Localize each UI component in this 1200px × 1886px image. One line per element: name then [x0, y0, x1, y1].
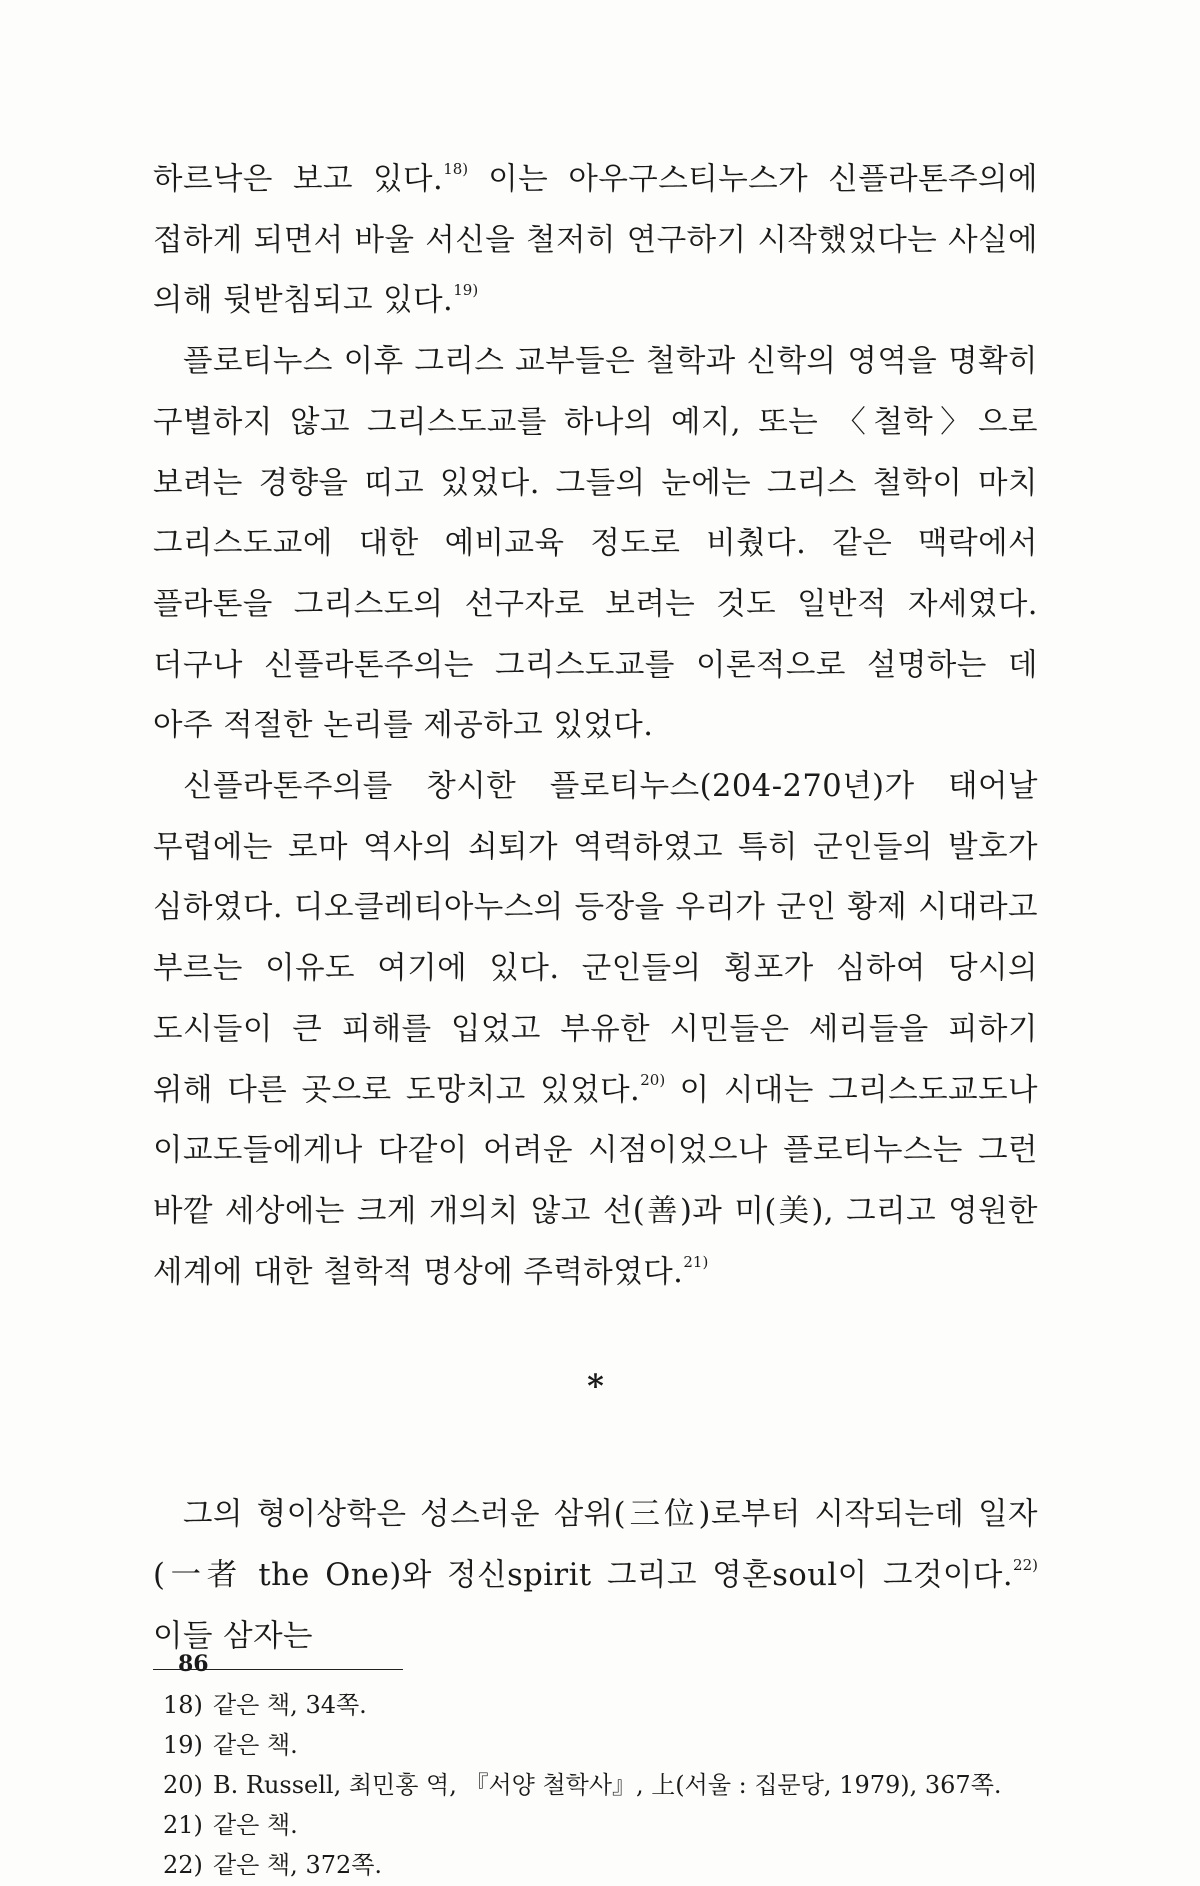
footnote-text: 같은 책. [213, 1811, 298, 1840]
footnote-ref: 21) [683, 1252, 709, 1271]
footnote-number: 20) [163, 1771, 203, 1800]
footnote-ref: 22) [1013, 1556, 1038, 1575]
page-number: 86 [178, 1651, 209, 1677]
footnote-item [153, 1766, 1038, 1804]
footnote-number: 21) [163, 1811, 203, 1840]
paragraph [153, 150, 1038, 332]
body-text [153, 150, 1038, 1303]
footnotes [153, 1686, 1038, 1884]
text-run: 플로티누스 이후 그리스 교부들은 철학과 신학의 영역을 명확히 구별하지 않고 그리스도교를 하나의 예지, 또는 〈철학〉으로 보려는 경향을 띠고 있었다. 그들의 눈에는 그리스 철학이 마치 그리스도교에 대한 예비교육 정도로 비췄다. 같은 맥락에서 플라톤을 그리스도의 선구자로 보려는 것도 일반적 자세였다. 더구나 신플라톤주의는 그리스도교를 이론적으로 설명하는 데 아주 적절한 논리를 제공하고 있었다. [153, 344, 1038, 744]
paragraph [153, 332, 1038, 757]
text-run: 하르낙은 보고 있다. [153, 162, 444, 197]
paragraph [153, 1485, 1038, 1667]
text-run: 이들 삼자는 [153, 1618, 314, 1654]
footnote-number: 19) [163, 1731, 203, 1760]
footnote-text: B. Russell, 최민홍 역, 『서양 철학사』, 上(서울 : 집문당, 1979), 367쪽. [213, 1771, 1002, 1800]
paragraph [153, 757, 1038, 1303]
page-content [153, 150, 1038, 1886]
footnote-number: 18) [163, 1691, 203, 1720]
text-run: 그의 형이상학은 성스러운 삼위(三位)로부터 시작되는데 일자(一者 the One)와 정신spirit 그리고 영혼soul이 그것이다. [153, 1497, 1038, 1594]
text-run: 이는 아우구스티누스가 신플라톤주의에 접하게 되면서 바울 서신을 철저히 연구하기 시작했었다는 사실에 의해 뒷받침되고 있다. [153, 162, 1038, 319]
text-run: 신플라톤주의를 창시한 플로티누스(204-270년)가 태어날 무렵에는 로마 역사의 쇠퇴가 역력하였고 특히 군인들의 발호가 심하였다. 디오클레티아누스의 등장을 우리가 군인 황제 시대라고 부르는 이유도 여기에 있다. 군인들의 횡포가 심하여 당시의 도시들이 큰 피해를 입었고 부유한 시민들은 세리들을 피하기 위해 다른 곳으로 도망치고 있었다. [153, 769, 1038, 1108]
footnote-item [153, 1686, 1038, 1724]
footnote-ref: 19) [453, 281, 479, 300]
footnote-ref: 18) [443, 160, 469, 178]
section-separator: * [587, 1367, 604, 1406]
footnote-text: 같은 책, 34쪽. [213, 1691, 367, 1720]
footnote-item [153, 1726, 1038, 1764]
footnote-item [153, 1846, 1038, 1884]
continued-text [153, 1485, 1038, 1667]
footnote-number: 22) [163, 1851, 203, 1880]
footnote-text: 같은 책, 372쪽. [213, 1851, 383, 1880]
text-run: 이 시대는 그리스도교도나 이교도들에게나 다같이 어려운 시점이었으나 플로티누스는 그런 바깥 세상에는 크게 개의치 않고 선(善)과 미(美), 그리고 영원한 세계에 대한 철학적 명상에 주력하였다. [153, 1072, 1038, 1290]
footnote-ref: 20) [640, 1070, 666, 1089]
footnote-item [153, 1806, 1038, 1844]
footnote-text: 같은 책. [213, 1731, 298, 1760]
